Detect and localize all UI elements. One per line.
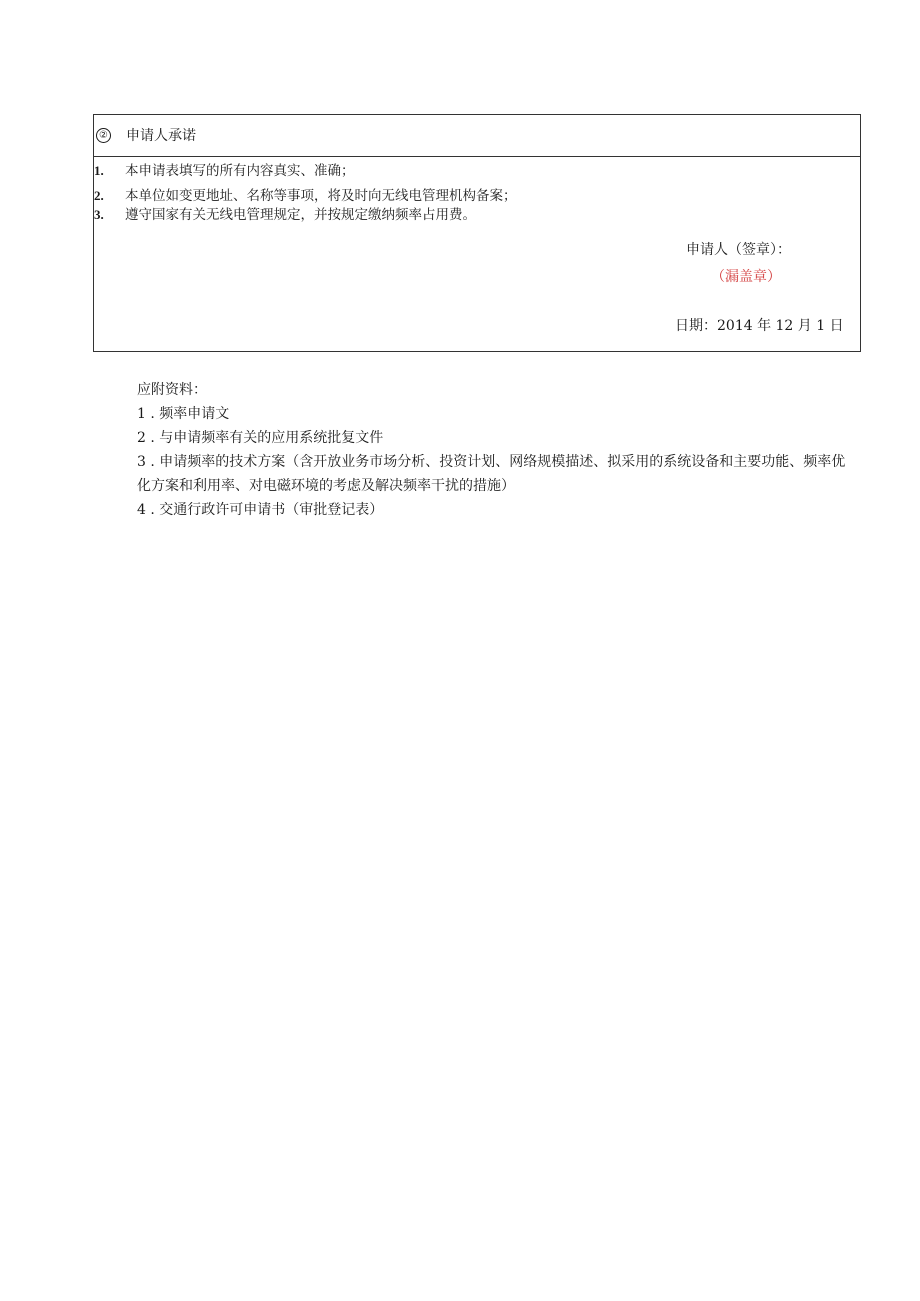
attachment-item: 2 . 与申请频率有关的应用系统批复文件 (137, 430, 384, 446)
commitment-box (93, 114, 861, 352)
signer-label: 申请人（签章）： (686, 242, 791, 258)
seal-note: （漏盖章） (711, 269, 781, 285)
date-text: 日期：2014 年 12 月 1 日 (675, 318, 844, 334)
commitment-item-number: 3. (94, 207, 104, 222)
commitment-header (94, 115, 860, 157)
attachment-item: 1 . 频率申请文 (137, 406, 230, 422)
commitment-item-text: 遵守国家有关无线电管理规定，并按规定缴纳频率占用费。 (125, 207, 476, 223)
commitment-item-text: 本单位如变更地址、名称等事项，将及时向无线电管理机构备案； (125, 188, 517, 204)
attachment-item: 4 . 交通行政许可申请书（审批登记表） (137, 502, 384, 518)
attachments-section (137, 378, 857, 522)
circle-number: ② (96, 128, 111, 143)
commitment-title: 申请人承诺 (126, 128, 196, 144)
commitment-item-number: 1. (94, 163, 104, 178)
commitment-item-text: 本申请表填写的所有内容真实、准确； (125, 163, 355, 179)
commitment-item-number: 2. (94, 188, 104, 203)
attachment-item: 3 . 申请频率的技术方案（含开放业务市场分析、投资计划、网络规模描述、拟采用的系统设备和主要功能、频率优化方案和利用率、对电磁环境的考虑及解决频率干扰的措施） (137, 454, 846, 494)
attachments-title: 应附资料： (137, 382, 207, 398)
